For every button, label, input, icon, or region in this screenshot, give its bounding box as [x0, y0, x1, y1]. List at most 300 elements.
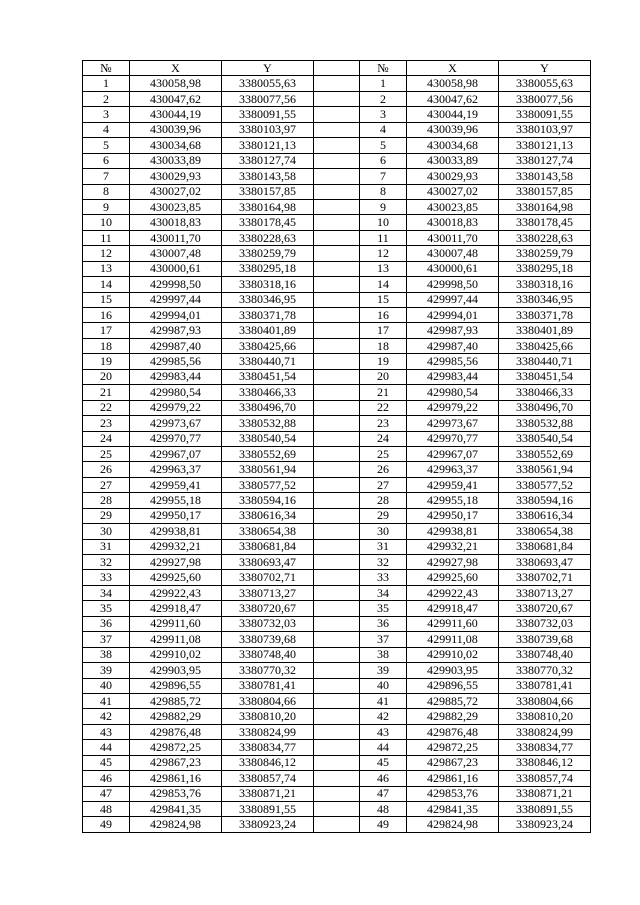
y-coordinate-right: 3380371,78	[499, 308, 591, 323]
row-number-right: 16	[360, 308, 407, 323]
row-number-left: 8	[83, 184, 130, 199]
table-row	[83, 138, 591, 153]
row-number-left: 4	[83, 122, 130, 137]
row-number-right: 35	[360, 601, 407, 616]
row-number-right: 24	[360, 431, 407, 446]
y-coordinate-right: 3380228,63	[499, 230, 591, 245]
row-number-right: 42	[360, 709, 407, 724]
row-number-left: 23	[83, 416, 130, 431]
column-gap	[314, 508, 360, 523]
x-coordinate-right: 429882,29	[407, 709, 499, 724]
y-coordinate-right: 3380781,41	[499, 678, 591, 693]
table-row	[83, 431, 591, 446]
x-coordinate-right: 429903,95	[407, 663, 499, 678]
x-coordinate-right: 430023,85	[407, 199, 499, 214]
table-row	[83, 400, 591, 415]
row-number-right: 9	[360, 199, 407, 214]
column-gap	[314, 601, 360, 616]
column-gap	[314, 61, 360, 76]
row-number-right: 49	[360, 817, 407, 832]
row-number-left: 42	[83, 709, 130, 724]
column-gap	[314, 215, 360, 230]
row-number-left: 27	[83, 477, 130, 492]
x-coordinate-right: 429932,21	[407, 539, 499, 554]
table-row	[83, 107, 591, 122]
x-coordinate-left: 430033,89	[130, 153, 222, 168]
x-coordinate-left: 430029,93	[130, 169, 222, 184]
x-coordinate-left: 430039,96	[130, 122, 222, 137]
x-coordinate-left: 429983,44	[130, 369, 222, 384]
table-row	[83, 354, 591, 369]
header-number-right: №	[360, 61, 407, 76]
row-number-left: 2	[83, 91, 130, 106]
row-number-left: 12	[83, 246, 130, 261]
table-row	[83, 277, 591, 292]
column-gap	[314, 555, 360, 570]
column-gap	[314, 693, 360, 708]
row-number-left: 45	[83, 755, 130, 770]
table-body	[83, 76, 591, 832]
row-number-right: 45	[360, 755, 407, 770]
x-coordinate-right: 429896,55	[407, 678, 499, 693]
x-coordinate-left: 429876,48	[130, 724, 222, 739]
column-gap	[314, 91, 360, 106]
y-coordinate-left: 3380693,47	[222, 555, 314, 570]
column-gap	[314, 184, 360, 199]
row-number-right: 8	[360, 184, 407, 199]
table-row	[83, 524, 591, 539]
row-number-right: 41	[360, 693, 407, 708]
y-coordinate-right: 3380401,89	[499, 323, 591, 338]
row-number-right: 7	[360, 169, 407, 184]
x-coordinate-left: 429950,17	[130, 508, 222, 523]
x-coordinate-right: 429994,01	[407, 308, 499, 323]
x-coordinate-right: 429853,76	[407, 786, 499, 801]
row-number-left: 40	[83, 678, 130, 693]
row-number-left: 46	[83, 771, 130, 786]
table-row	[83, 122, 591, 137]
row-number-right: 12	[360, 246, 407, 261]
y-coordinate-left: 3380834,77	[222, 740, 314, 755]
header-number-left: №	[83, 61, 130, 76]
row-number-left: 44	[83, 740, 130, 755]
y-coordinate-left: 3380552,69	[222, 446, 314, 461]
table-row	[83, 153, 591, 168]
row-number-right: 23	[360, 416, 407, 431]
x-coordinate-left: 429959,41	[130, 477, 222, 492]
x-coordinate-right: 429987,93	[407, 323, 499, 338]
y-coordinate-right: 3380121,13	[499, 138, 591, 153]
table-row	[83, 647, 591, 662]
row-number-right: 27	[360, 477, 407, 492]
row-number-left: 30	[83, 524, 130, 539]
x-coordinate-left: 429973,67	[130, 416, 222, 431]
x-coordinate-right: 429963,37	[407, 462, 499, 477]
column-gap	[314, 493, 360, 508]
y-coordinate-left: 3380804,66	[222, 693, 314, 708]
y-coordinate-left: 3380178,45	[222, 215, 314, 230]
y-coordinate-right: 3380770,32	[499, 663, 591, 678]
column-gap	[314, 107, 360, 122]
x-coordinate-left: 429824,98	[130, 817, 222, 832]
column-gap	[314, 153, 360, 168]
row-number-right: 37	[360, 632, 407, 647]
table-row	[83, 570, 591, 585]
y-coordinate-right: 3380713,27	[499, 585, 591, 600]
y-coordinate-left: 3380121,13	[222, 138, 314, 153]
table-row	[83, 169, 591, 184]
y-coordinate-left: 3380077,56	[222, 91, 314, 106]
y-coordinate-left: 3380318,16	[222, 277, 314, 292]
x-coordinate-left: 429885,72	[130, 693, 222, 708]
row-number-left: 19	[83, 354, 130, 369]
table-row	[83, 477, 591, 492]
y-coordinate-left: 3380346,95	[222, 292, 314, 307]
x-coordinate-left: 429911,08	[130, 632, 222, 647]
column-gap	[314, 122, 360, 137]
row-number-left: 31	[83, 539, 130, 554]
row-number-left: 37	[83, 632, 130, 647]
column-gap	[314, 585, 360, 600]
table-row	[83, 755, 591, 770]
x-coordinate-left: 430007,48	[130, 246, 222, 261]
x-coordinate-right: 429861,16	[407, 771, 499, 786]
column-gap	[314, 771, 360, 786]
x-coordinate-right: 429841,35	[407, 802, 499, 817]
row-number-right: 28	[360, 493, 407, 508]
y-coordinate-left: 3380616,34	[222, 508, 314, 523]
row-number-left: 14	[83, 277, 130, 292]
row-number-right: 31	[360, 539, 407, 554]
table-row	[83, 493, 591, 508]
column-gap	[314, 616, 360, 631]
x-coordinate-left: 429861,16	[130, 771, 222, 786]
table-row	[83, 663, 591, 678]
table-row	[83, 539, 591, 554]
y-coordinate-left: 3380857,74	[222, 771, 314, 786]
y-coordinate-left: 3380532,88	[222, 416, 314, 431]
row-number-left: 33	[83, 570, 130, 585]
column-gap	[314, 524, 360, 539]
column-gap	[314, 786, 360, 801]
row-number-right: 33	[360, 570, 407, 585]
row-number-left: 32	[83, 555, 130, 570]
table-row	[83, 246, 591, 261]
row-number-right: 34	[360, 585, 407, 600]
table-row	[83, 724, 591, 739]
x-coordinate-right: 429876,48	[407, 724, 499, 739]
y-coordinate-left: 3380401,89	[222, 323, 314, 338]
y-coordinate-right: 3380425,66	[499, 338, 591, 353]
row-number-right: 2	[360, 91, 407, 106]
x-coordinate-left: 430000,61	[130, 261, 222, 276]
x-coordinate-left: 429841,35	[130, 802, 222, 817]
table-row	[83, 308, 591, 323]
y-coordinate-right: 3380143,58	[499, 169, 591, 184]
column-gap	[314, 354, 360, 369]
table-row	[83, 385, 591, 400]
row-number-right: 5	[360, 138, 407, 153]
y-coordinate-left: 3380164,98	[222, 199, 314, 214]
y-coordinate-right: 3380720,67	[499, 601, 591, 616]
row-number-right: 6	[360, 153, 407, 168]
row-number-right: 36	[360, 616, 407, 631]
row-number-right: 46	[360, 771, 407, 786]
x-coordinate-left: 429967,07	[130, 446, 222, 461]
row-number-left: 13	[83, 261, 130, 276]
row-number-right: 44	[360, 740, 407, 755]
x-coordinate-left: 429980,54	[130, 385, 222, 400]
row-number-right: 22	[360, 400, 407, 415]
y-coordinate-right: 3380496,70	[499, 400, 591, 415]
x-coordinate-right: 429955,18	[407, 493, 499, 508]
x-coordinate-right: 429867,23	[407, 755, 499, 770]
y-coordinate-right: 3380577,52	[499, 477, 591, 492]
table-header-row	[83, 61, 591, 76]
row-number-left: 38	[83, 647, 130, 662]
y-coordinate-right: 3380681,84	[499, 539, 591, 554]
table-row	[83, 215, 591, 230]
column-gap	[314, 323, 360, 338]
x-coordinate-right: 429998,50	[407, 277, 499, 292]
header-x-right: X	[407, 61, 499, 76]
table-row	[83, 601, 591, 616]
x-coordinate-left: 429979,22	[130, 400, 222, 415]
x-coordinate-left: 429963,37	[130, 462, 222, 477]
table-row	[83, 76, 591, 91]
y-coordinate-left: 3380425,66	[222, 338, 314, 353]
row-number-right: 29	[360, 508, 407, 523]
table-row	[83, 771, 591, 786]
x-coordinate-left: 429987,93	[130, 323, 222, 338]
y-coordinate-left: 3380871,21	[222, 786, 314, 801]
row-number-left: 3	[83, 107, 130, 122]
x-coordinate-left: 429955,18	[130, 493, 222, 508]
x-coordinate-right: 430007,48	[407, 246, 499, 261]
table-row	[83, 632, 591, 647]
y-coordinate-right: 3380739,68	[499, 632, 591, 647]
row-number-left: 26	[83, 462, 130, 477]
coordinates-sheet	[82, 60, 582, 833]
table-row	[83, 261, 591, 276]
y-coordinate-right: 3380178,45	[499, 215, 591, 230]
y-coordinate-right: 3380654,38	[499, 524, 591, 539]
table-row	[83, 323, 591, 338]
x-coordinate-left: 429882,29	[130, 709, 222, 724]
row-number-left: 47	[83, 786, 130, 801]
row-number-left: 7	[83, 169, 130, 184]
x-coordinate-right: 430047,62	[407, 91, 499, 106]
table-row	[83, 508, 591, 523]
x-coordinate-left: 429918,47	[130, 601, 222, 616]
table-row	[83, 199, 591, 214]
table-row	[83, 184, 591, 199]
x-coordinate-left: 429970,77	[130, 431, 222, 446]
x-coordinate-left: 430034,68	[130, 138, 222, 153]
x-coordinate-right: 429918,47	[407, 601, 499, 616]
y-coordinate-left: 3380702,71	[222, 570, 314, 585]
row-number-right: 1	[360, 76, 407, 91]
x-coordinate-left: 429896,55	[130, 678, 222, 693]
y-coordinate-right: 3380157,85	[499, 184, 591, 199]
y-coordinate-right: 3380077,56	[499, 91, 591, 106]
y-coordinate-left: 3380891,55	[222, 802, 314, 817]
column-gap	[314, 647, 360, 662]
header-y-left: Y	[222, 61, 314, 76]
row-number-right: 14	[360, 277, 407, 292]
table-row	[83, 446, 591, 461]
table-row	[83, 693, 591, 708]
y-coordinate-right: 3380103,97	[499, 122, 591, 137]
y-coordinate-left: 3380846,12	[222, 755, 314, 770]
table-row	[83, 230, 591, 245]
x-coordinate-left: 429910,02	[130, 647, 222, 662]
row-number-left: 20	[83, 369, 130, 384]
column-gap	[314, 400, 360, 415]
table-row	[83, 369, 591, 384]
x-coordinate-left: 429985,56	[130, 354, 222, 369]
y-coordinate-left: 3380577,52	[222, 477, 314, 492]
column-gap	[314, 369, 360, 384]
y-coordinate-right: 3380451,54	[499, 369, 591, 384]
y-coordinate-left: 3380228,63	[222, 230, 314, 245]
x-coordinate-right: 429885,72	[407, 693, 499, 708]
x-coordinate-left: 429922,43	[130, 585, 222, 600]
x-coordinate-right: 429959,41	[407, 477, 499, 492]
row-number-left: 41	[83, 693, 130, 708]
y-coordinate-right: 3380552,69	[499, 446, 591, 461]
x-coordinate-right: 429973,67	[407, 416, 499, 431]
y-coordinate-right: 3380616,34	[499, 508, 591, 523]
row-number-left: 21	[83, 385, 130, 400]
coordinates-table	[82, 60, 591, 833]
column-gap	[314, 308, 360, 323]
y-coordinate-left: 3380770,32	[222, 663, 314, 678]
row-number-left: 11	[83, 230, 130, 245]
x-coordinate-left: 429853,76	[130, 786, 222, 801]
table-row	[83, 585, 591, 600]
y-coordinate-left: 3380681,84	[222, 539, 314, 554]
x-coordinate-left: 430023,85	[130, 199, 222, 214]
row-number-left: 48	[83, 802, 130, 817]
y-coordinate-right: 3380594,16	[499, 493, 591, 508]
column-gap	[314, 76, 360, 91]
x-coordinate-right: 429967,07	[407, 446, 499, 461]
row-number-right: 48	[360, 802, 407, 817]
row-number-left: 29	[83, 508, 130, 523]
table-row	[83, 817, 591, 832]
row-number-right: 47	[360, 786, 407, 801]
header-x-left: X	[130, 61, 222, 76]
table-row	[83, 338, 591, 353]
column-gap	[314, 570, 360, 585]
x-coordinate-right: 430027,02	[407, 184, 499, 199]
y-coordinate-right: 3380440,71	[499, 354, 591, 369]
row-number-right: 17	[360, 323, 407, 338]
y-coordinate-left: 3380055,63	[222, 76, 314, 91]
y-coordinate-right: 3380127,74	[499, 153, 591, 168]
x-coordinate-left: 429867,23	[130, 755, 222, 770]
x-coordinate-left: 429987,40	[130, 338, 222, 353]
column-gap	[314, 462, 360, 477]
x-coordinate-right: 429987,40	[407, 338, 499, 353]
row-number-right: 30	[360, 524, 407, 539]
row-number-left: 10	[83, 215, 130, 230]
row-number-right: 21	[360, 385, 407, 400]
y-coordinate-right: 3380091,55	[499, 107, 591, 122]
y-coordinate-right: 3380732,03	[499, 616, 591, 631]
x-coordinate-right: 429824,98	[407, 817, 499, 832]
column-gap	[314, 539, 360, 554]
y-coordinate-left: 3380781,41	[222, 678, 314, 693]
x-coordinate-left: 429927,98	[130, 555, 222, 570]
table-row	[83, 678, 591, 693]
row-number-left: 24	[83, 431, 130, 446]
column-gap	[314, 385, 360, 400]
y-coordinate-right: 3380804,66	[499, 693, 591, 708]
column-gap	[314, 246, 360, 261]
y-coordinate-right: 3380318,16	[499, 277, 591, 292]
y-coordinate-left: 3380540,54	[222, 431, 314, 446]
y-coordinate-left: 3380824,99	[222, 724, 314, 739]
column-gap	[314, 632, 360, 647]
y-coordinate-left: 3380720,67	[222, 601, 314, 616]
y-coordinate-right: 3380346,95	[499, 292, 591, 307]
x-coordinate-left: 430044,19	[130, 107, 222, 122]
y-coordinate-right: 3380857,74	[499, 771, 591, 786]
row-number-left: 18	[83, 338, 130, 353]
x-coordinate-left: 429903,95	[130, 663, 222, 678]
x-coordinate-right: 429911,08	[407, 632, 499, 647]
x-coordinate-right: 429927,98	[407, 555, 499, 570]
table-row	[83, 709, 591, 724]
y-coordinate-left: 3380732,03	[222, 616, 314, 631]
y-coordinate-left: 3380748,40	[222, 647, 314, 662]
row-number-left: 16	[83, 308, 130, 323]
column-gap	[314, 817, 360, 832]
row-number-left: 5	[83, 138, 130, 153]
row-number-right: 13	[360, 261, 407, 276]
y-coordinate-left: 3380496,70	[222, 400, 314, 415]
y-coordinate-right: 3380532,88	[499, 416, 591, 431]
x-coordinate-left: 429932,21	[130, 539, 222, 554]
column-gap	[314, 169, 360, 184]
y-coordinate-left: 3380127,74	[222, 153, 314, 168]
x-coordinate-right: 429979,22	[407, 400, 499, 415]
row-number-right: 43	[360, 724, 407, 739]
header-y-right: Y	[499, 61, 591, 76]
x-coordinate-right: 429985,56	[407, 354, 499, 369]
x-coordinate-right: 430034,68	[407, 138, 499, 153]
y-coordinate-left: 3380259,79	[222, 246, 314, 261]
y-coordinate-right: 3380748,40	[499, 647, 591, 662]
row-number-right: 26	[360, 462, 407, 477]
y-coordinate-left: 3380157,85	[222, 184, 314, 199]
y-coordinate-left: 3380594,16	[222, 493, 314, 508]
x-coordinate-left: 430011,70	[130, 230, 222, 245]
x-coordinate-left: 429925,60	[130, 570, 222, 585]
table-row	[83, 786, 591, 801]
row-number-right: 4	[360, 122, 407, 137]
y-coordinate-right: 3380891,55	[499, 802, 591, 817]
row-number-left: 39	[83, 663, 130, 678]
x-coordinate-right: 429997,44	[407, 292, 499, 307]
row-number-left: 49	[83, 817, 130, 832]
y-coordinate-right: 3380466,33	[499, 385, 591, 400]
x-coordinate-left: 429911,60	[130, 616, 222, 631]
x-coordinate-right: 429970,77	[407, 431, 499, 446]
y-coordinate-right: 3380846,12	[499, 755, 591, 770]
